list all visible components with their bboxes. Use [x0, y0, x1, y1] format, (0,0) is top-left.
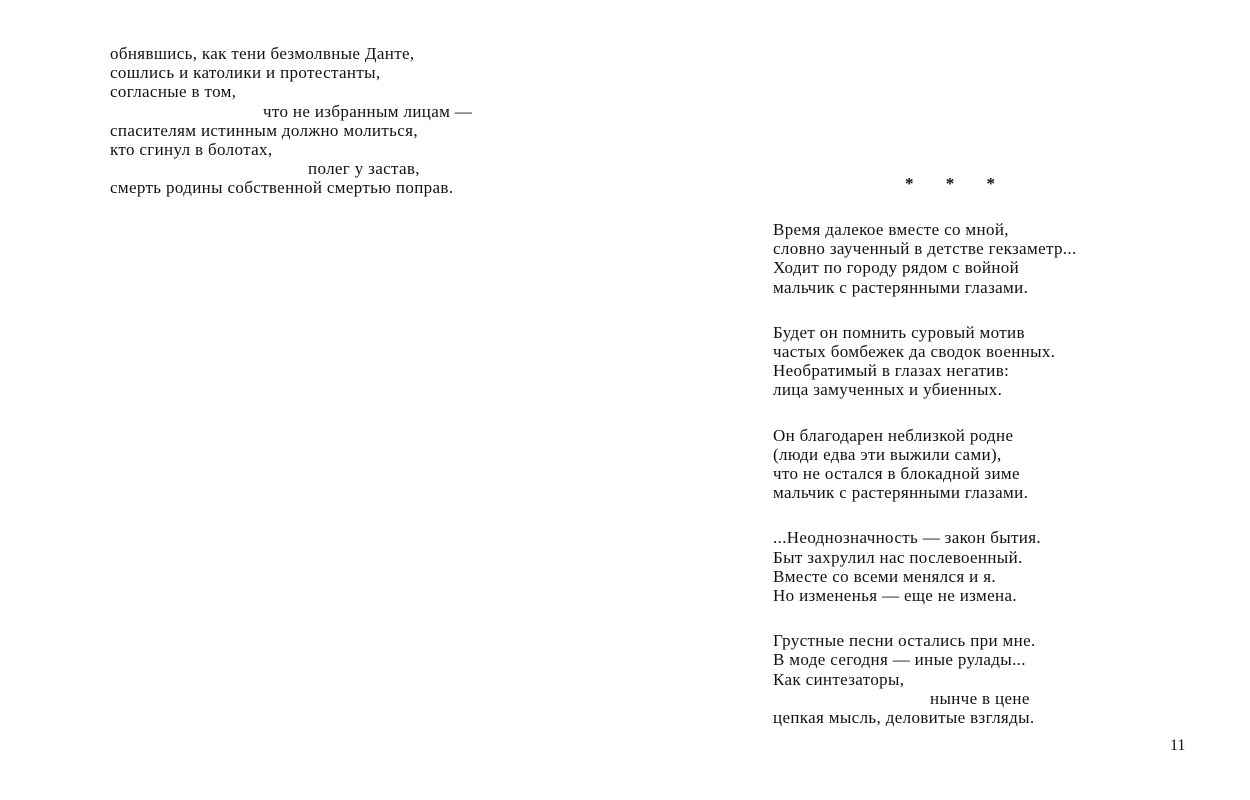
poem-line: Время далекое вместе со мной, — [773, 220, 1009, 239]
poem-line: цепкая мысль, деловитые взгляды. — [773, 708, 1035, 728]
poem-line: согласные в том, — [110, 82, 237, 102]
stanza — [773, 528, 1077, 605]
poem-line: частых бомбежек да сводок военных. — [773, 342, 1056, 362]
poem-line: (люди едва эти выжили сами), — [773, 444, 1002, 464]
poem-line: что не избранным лицам — — [263, 101, 473, 121]
poem-line: ...Неоднозначность — закон бытия. — [773, 528, 1042, 548]
poem-line: мальчик с растерянными глазами. — [773, 277, 1029, 297]
poem-line: нынче в цене — [930, 688, 1030, 708]
poem-line: смерть родины собственной смертью поправ. — [110, 178, 454, 198]
stanza — [773, 323, 1077, 400]
poem-line: спасителям истинным должно молиться, — [110, 120, 418, 140]
stanza — [773, 426, 1077, 503]
poem-line: Как синтезаторы, — [773, 669, 905, 689]
poem-line: Будет он помнить суровый мотив — [773, 322, 1025, 342]
right-page — [625, 0, 1250, 800]
poem-line: кто сгинул в болотах, — [110, 140, 273, 160]
poem-line: обнявшись, как тени безмолвные Данте, — [110, 44, 415, 63]
poem-continuation — [110, 44, 472, 198]
poem-line: Быт захрулил нас послевоенный. — [773, 547, 1023, 567]
poem-line: Но измененья — еще не измена. — [773, 586, 1017, 606]
stanza — [773, 631, 1077, 727]
stanza — [773, 220, 1077, 297]
poem-line: В моде сегодня — иные рулады... — [773, 650, 1026, 670]
poem-line: Вместе со всеми менялся и я. — [773, 566, 996, 586]
page-number: 11 — [1170, 737, 1186, 754]
poem-line: Грустные песни остались при мне. — [773, 631, 1036, 651]
poem-line: лица замученных и убиенных. — [773, 380, 1003, 400]
poem-line: словно заученный в детстве гекзаметр... — [773, 239, 1077, 259]
section-separator: * * * — [905, 174, 1009, 193]
poem-line: Он благодарен неблизкой родне — [773, 425, 1014, 445]
poem-line: Необратимый в глазах негатив: — [773, 361, 1010, 381]
poem-line: сошлись и католики и протестанты, — [110, 63, 381, 83]
poem-line: мальчик с растерянными глазами. — [773, 483, 1029, 503]
poem — [773, 220, 1077, 727]
poem-line: Ходит по городу рядом с войной — [773, 258, 1020, 278]
poem-line: что не остался в блокадной зиме — [773, 464, 1020, 484]
poem-line: полег у застав, — [308, 159, 420, 179]
